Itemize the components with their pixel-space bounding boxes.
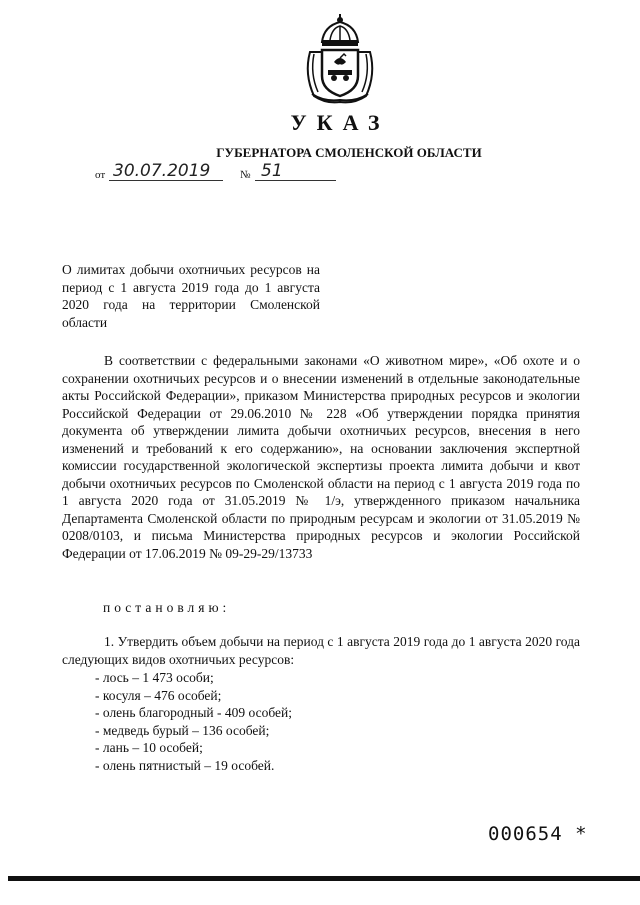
preamble-paragraph <box>62 352 580 562</box>
handwritten-date: 30.07.2019 <box>109 162 223 181</box>
list-item: - лань – 10 особей; <box>95 740 203 756</box>
species-list <box>95 669 292 775</box>
document-subtitle: ГУБЕРНАТОРА СМОЛЕНСКОЙ ОБЛАСТИ <box>216 145 482 160</box>
handwritten-number: 51 <box>255 162 336 181</box>
document-title: УКАЗ <box>290 110 390 135</box>
number-label: № <box>240 169 251 181</box>
decree-word: постановляю: <box>103 600 231 615</box>
list-item: - медведь бурый – 136 особей; <box>95 722 270 738</box>
preamble-text: В соответствии с федеральными законами «О животном мире», «Об охоте и о сохранении охотничьих ресурсов и о внесении изменений в отдельные законодательные акты Российской Федерации», приказом Министерства природных ресурсов и экологии Российской Федерации от 29.06.2010 № 228 «Об утверждении порядка принятия документа об утверждении лимита добычи охотничьих ресурсов, внесения в него изменений и требований к его содержанию», на основании заключения экспертной комиссии государственной экологической экспертизы проекта лимита добычи и квот добычи охотничьих ресурсов по Смоленской области на период с 1 августа 2019 года по 1 августа 2020 года от 31.05.2019 № 1/э, утвержденного приказом начальника Департамента Смоленской области по природным ресурсам и экологии от 31.05.2019 № 0208/0103, и письма Министерства природных ресурсов и экологии Российской Федерации от 17.06.2019 № 09-29-29/13733 <box>62 353 580 561</box>
footer-rule <box>8 876 640 881</box>
serial-number: 000654 * <box>488 823 588 845</box>
list-item: - олень пятнистый – 19 особей. <box>95 757 275 773</box>
item-1-paragraph <box>62 633 580 668</box>
coat-of-arms-emblem <box>300 14 380 106</box>
document-heading: О лимитах добычи охотничьих ресурсов на период с 1 августа 2019 года до 1 августа 2020 года на территории Смоленской области <box>62 262 320 330</box>
date-number-line <box>95 162 335 184</box>
list-item: - лось – 1 473 особи; <box>95 670 214 685</box>
list-item: - олень благородный - 409 особей; <box>95 705 292 721</box>
item-1-text: 1. Утвердить объем добычи на период с 1 августа 2019 года до 1 августа 2020 года следующих видов охотничьих ресурсов: <box>62 634 580 667</box>
date-label: от <box>95 169 106 181</box>
list-item: - косуля – 476 особей; <box>95 687 222 703</box>
